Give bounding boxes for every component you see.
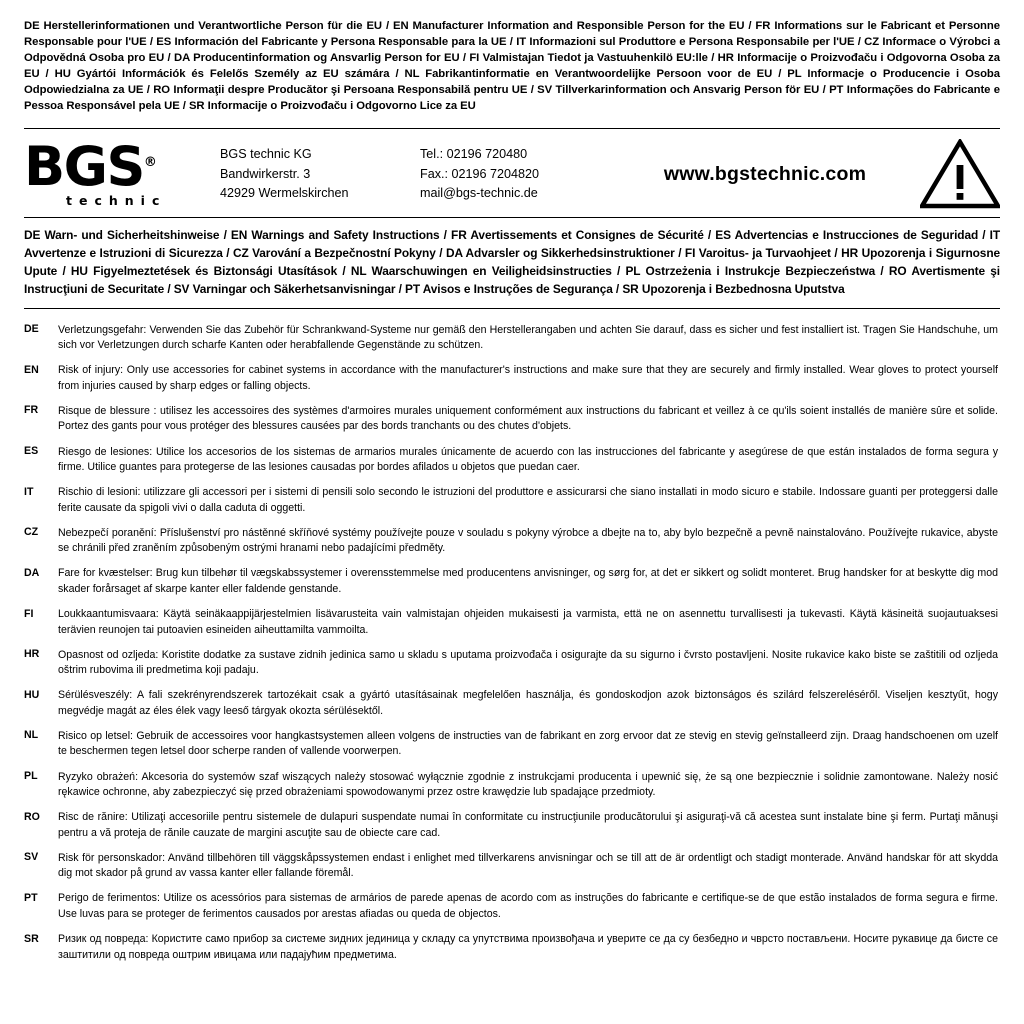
language-instructions-list [24,309,1000,964]
list-item [24,851,1000,882]
company-city: 42929 Wermelskirchen [220,185,349,200]
language-code: HU [24,688,40,701]
language-code: SV [24,851,39,864]
list-item [24,810,1000,841]
language-code: SR [24,932,39,945]
list-item [24,323,1000,354]
registered-trademark-icon: ® [143,154,156,170]
language-code: ES [24,445,39,457]
manufacturer-info-header: DE Herstellerinformationen und Verantwortliche Person für die EU / EN Manufacturer Information and Responsible Person for the EU / FR Informations sur le Fabricant et Personne Responsable pour l'UE / ES Información del Fabricante y Persona Responsable para la UE / IT Informazioni sul Produttore e Persona Responsabile per l'UE / CZ Informace o Výrobci a Odpovědná Osoba pro EU / DA Producentinformation og Ansvarlig Person for EU / FI Valmistajan Tiedot ja Vastuuhenkilö EU:lle / HR Informacije o Proizvođaču i Odgovorna Osoba za EU / HU Gyártói Információk és Felelős Személy az EU számára / NL Fabrikantinformatie en Verantwoordelijke Persoon voor de EU / PL Informacje o Producencie i Osoba Odpowiedzialna za UE / RO Informaţii despre Producător şi Persoana Responsabilă pentru UE / SV Tillverkarinformation och Ansvarig Person för EU / PT Informações do Fabricante e Pessoa Responsável pela UE / SR Informacije o Proizvođaču i Odgovorno Lice za EU [24,20,1000,113]
language-text: Ризик од повреда: Користите само прибор за системе зидних јединица у складу са упутствима произвођача и уверите се да су безбедно и чврсто постављени. Носите рукавице да бисте се заштитили од повреда оштрим ивицама или падајућим предметима. [58,933,998,961]
logo-subtext: technic [66,192,167,208]
list-item [24,445,1000,476]
language-text: Risc de rănire: Utilizaţi accesoriile pentru sistemele de dulapuri suspendate numai în conformitate cu instrucţiunile producătorului şi asiguraţi-vă că acestea sunt instalate bine şi ferm. Purtaţi mănuşi pentru a vă proteja de rănile cauzate de margini ascuţite sau de obiecte care cad. [58,811,998,839]
language-text: Nebezpečí poranění: Příslušenství pro nástěnné skříňové systémy používejte pouze v souladu s pokyny výrobce a dbejte na to, aby bylo bezpečně a pevně nainstalováno. Používejte rukavice, abyste se chránili před zraněním způsobeným ostrými hranami nebo padajícími předměty. [58,526,998,555]
language-text: Opasnost od ozljeda: Koristite dodatke za sustave zidnih jedinica samo u skladu s uputama proizvođača i osigurajte da su sigurno i čvrsto postavljeni. Nosite rukavice kako biste se zaštitili od ozljeda oštrim rubovima ili predmetima koji padaju. [58,648,998,677]
logo-text: BGS [24,134,144,198]
company-address [220,145,420,202]
list-item [24,932,1000,963]
language-code: DA [24,566,40,579]
language-text: Risque de blessure : utilisez les accessoires des systèmes d'armoires murales uniquement conformément aux instructions du fabricant et veillez à ce qu'ils soient installés de manière sûre et solide. Portez des gants pour vous protéger des blessures causées par des bords tranchants ou des chutes d'objets. [58,404,998,433]
language-code: FR [24,404,39,417]
list-item [24,770,1000,801]
language-code: PL [24,770,38,782]
language-text: Sérülésveszély: A fali szekrényrendszerek tartozékait csak a gyártó utasításainak megfelelően használja, és gondoskodjon azok biztonságos és szilárd felszereléséről. Viseljen kesztyűt, hogy megvédje magát az éles élek vagy leeső tárgyak okozta sérülésektől. [58,689,998,717]
language-text: Loukkaantumisvaara: Käytä seinäkaappijärjestelmien lisävarusteita vain valmistajan ohjeiden mukaisesti ja varmista, että ne on asennettu turvallisesti ja tukevasti. Käytä käsineitä suojautuaksesi terävien reunojen tai putoavien esineiden aiheuttamilta vammoilta. [58,608,998,636]
language-code: IT [24,485,34,498]
language-code: CZ [24,526,39,539]
language-text: Risico op letsel: Gebruik de accessoires voor hangkastsystemen alleen volgens de instructies van de fabrikant en zorg ervoor dat ze stevig en stevig geïnstalleerd zijn. Draag handschoenen om uzelf te beschermen tegen letsel door scherpe randen of vallende voorwerpen. [58,729,998,758]
warning-triangle-container [914,139,1000,209]
language-code: NL [24,729,39,742]
list-item [24,404,1000,435]
list-item [24,526,1000,557]
language-text: Rischio di lesioni: utilizzare gli accessori per i sistemi di pensili solo secondo le istruzioni del produttore e assicurarsi che siano installati in modo sicuro e stabile. Indossare guanti per proteggersi dalle ferite causate da spigoli vivi o dalla caduta di oggetti. [58,486,998,514]
company-website[interactable]: www.bgstechnic.com [663,162,867,185]
language-text: Ryzyko obrażeń: Akcesoria do systemów szaf wiszących należy stosować wyłącznie zgodnie z instrukcjami producenta i upewnić się, że są one bezpiecznie i solidnie zamontowane. Należy nosić rękawice ochronne, aby zabezpieczyć się przed obrażeniami spowodowanymi przez ostre krawędzie lub spadające przedmioty. [58,770,998,799]
language-text: Verletzungsgefahr: Verwenden Sie das Zubehör für Schrankwand-Systeme nur gemäß den Herstellerangaben und achten Sie darauf, dass es sicher und fest installiert ist. Tragen Sie Handschuhe, um sich vor Verletzungen durch scharfe Kanten oder herabfallende Gegenstände zu schützen. [58,323,998,352]
warning-triangle-icon [920,139,1000,209]
language-code: PT [24,891,38,904]
logo-wordmark [24,134,220,198]
list-item [24,688,1000,719]
company-info-band [24,128,1000,218]
list-item [24,729,1000,760]
list-item [24,363,1000,394]
company-email[interactable]: mail@bgs-technic.de [420,185,538,200]
list-item [24,891,1000,922]
company-fax: Fax.: 02196 7204820 [420,166,540,181]
language-text: Risk of injury: Only use accessories for cabinet systems in accordance with the manufacturer's instructions and make sure that they are securely and firmly installed. Wear gloves to protect yourself from injuries caused by sharp edges or falling objects. [58,364,998,392]
company-name: BGS technic KG [220,147,312,162]
list-item [24,607,1000,638]
language-code: RO [24,810,40,823]
company-contact [420,145,634,202]
company-tel: Tel.: 02196 720480 [420,147,528,162]
bgs-logo [24,134,220,208]
language-text: Risk för personskador: Använd tillbehören till väggskåpssystemen endast i enlighet med tillverkarens anvisningar och se till att de är ordentligt och stadigt monterade. Använd handskar för att skydda dig mot skador på grund av vassa kanter eller fallande föremål. [58,851,998,880]
language-code: EN [24,363,39,376]
language-code: HR [24,648,40,661]
language-text: Riesgo de lesiones: Utilice los accesorios de los sistemas de armarios murales únicamente de acuerdo con las instrucciones del fabricante y asegúrese de que están instalados de forma segura y firme. Utilice guantes para protegerse de las lesiones causadas por bordes afilados u objetos que puedan caer. [58,445,998,474]
company-street: Bandwirkerstr. 3 [220,166,311,181]
language-code: FI [24,607,34,620]
list-item [24,566,1000,597]
list-item [24,485,1000,516]
warnings-title-block: DE Warn- und Sicherheitshinweise / EN Warnings and Safety Instructions / FR Avertissements et Consignes de Sécurité / ES Advertencias e Instrucciones de Seguridad / IT Avvertenze e Istruzioni di Sicurezza / CZ Varování a Bezpečnostní Pokyny / DA Advarsler og Sikkerhedsinstruktioner / FI Varoitus- ja Turvaohjeet / HR Upozorenja i Sigurnosne Upute / HU Figyelmeztetések és Biztonsági Utasítások / NL Waarschuwingen en Veiligheidsinstructies / PL Ostrzeżenia i Instrukcje Bezpieczeństwa / RO Avertismente şi Instrucţiuni de Securitate / SV Varningar och Säkerhetsanvisningar / PT Avisos e Instruções de Segurança / SR Upozorenja i Bezbednosna Uputstva [24,218,1000,308]
language-text: Fare for kvæstelser: Brug kun tilbehør til vægskabssystemer i overensstemmelse med producentens anvisninger, og sørg for, at det er sikkert og solidt monteret. Brug handsker for at beskytte dig mod skader forårsaget af skarpe kanter eller faldende genstande. [58,567,998,595]
language-code: DE [24,323,39,336]
list-item [24,648,1000,679]
language-text: Perigo de ferimentos: Utilize os acessórios para sistemas de armários de parede apenas de acordo com as instruções do fabricante e certifique-se de que estão instalados de forma segura e firme. Use luvas para se proteger de ferimentos causados por arestas afiadas ou queda de objectos. [58,892,998,920]
